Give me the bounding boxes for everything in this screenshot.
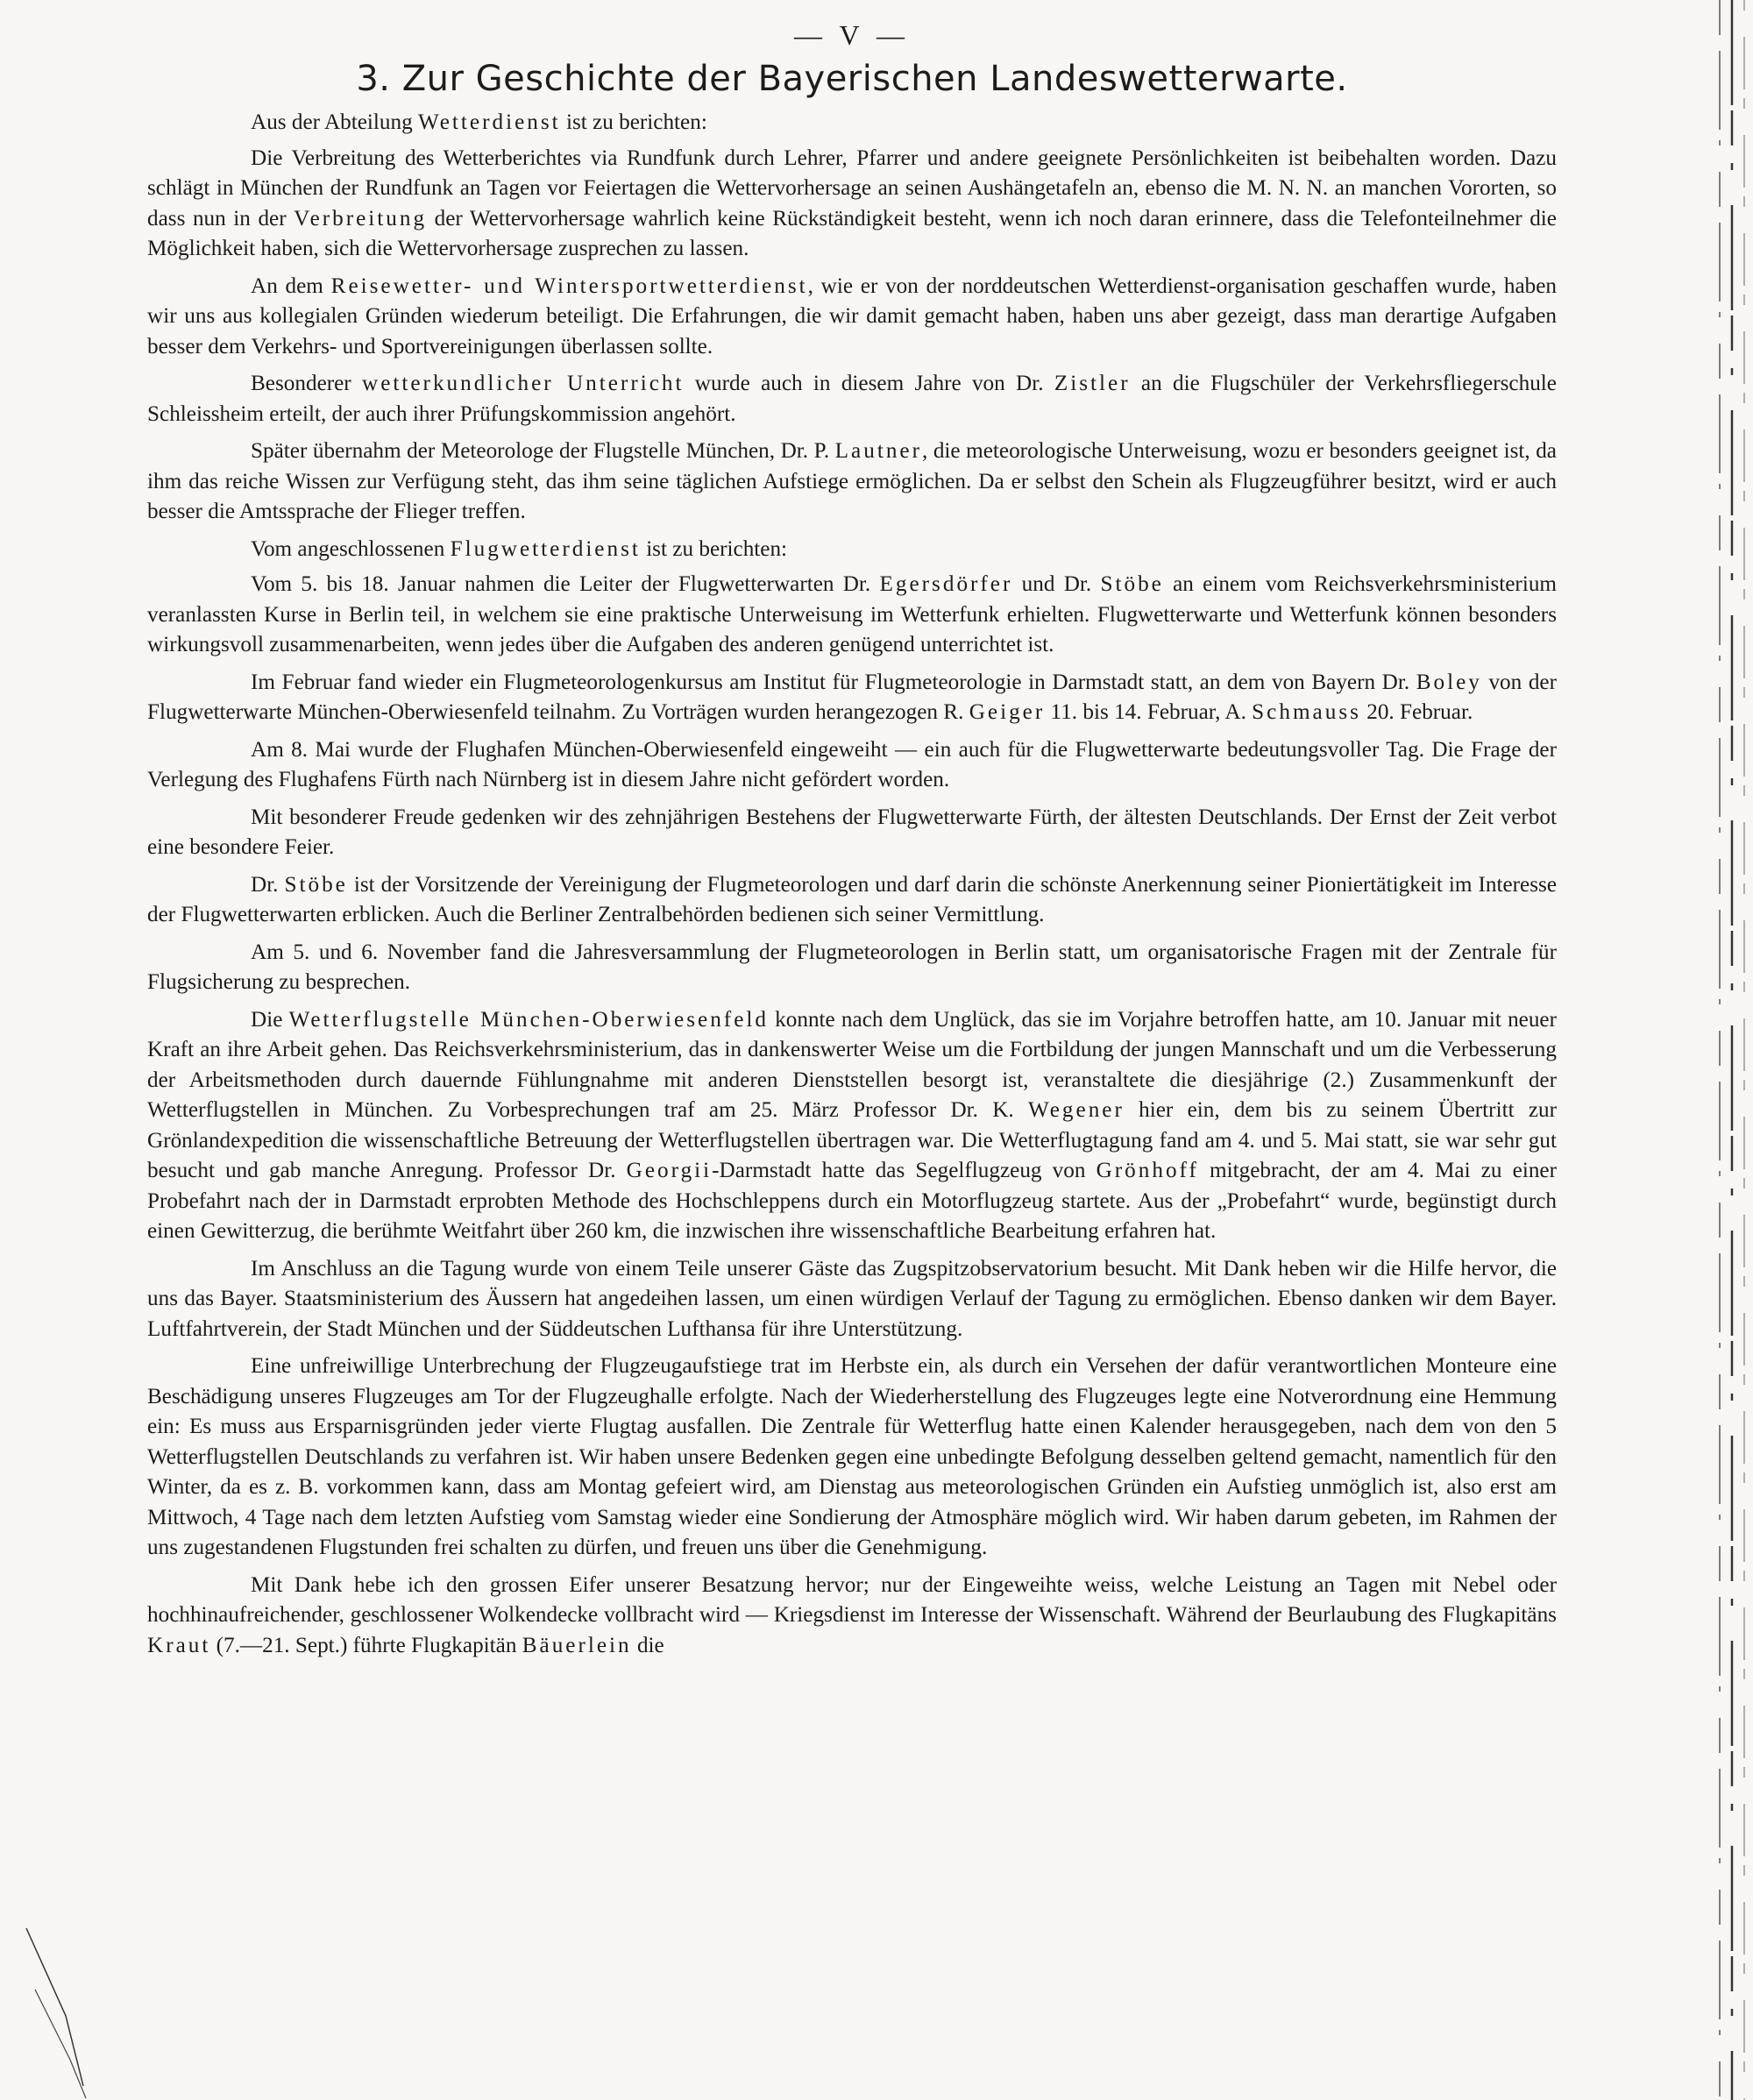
paragraph-text: die: [631, 1633, 664, 1657]
paragraph-text: 11. bis 14. Februar, A.: [1045, 700, 1253, 724]
paragraph: [147, 870, 1557, 931]
spaced-term: Lautner: [834, 439, 922, 463]
paragraph-text: Im Februar fand wieder ein Flugmeteorologenkursus am Institut für Flugmeteorologie in Darmstadt statt, an dem von Bayern Dr.: [251, 670, 1416, 694]
paragraph-text: Später übernahm der Meteorologe der Flugstelle München, Dr. P.: [251, 439, 835, 463]
paragraph: [147, 272, 1557, 363]
spaced-term: Stöbe: [1100, 572, 1164, 596]
paragraph-text: Vom angeschlossenen: [251, 536, 451, 561]
paragraph-text: Die: [251, 1007, 289, 1032]
spaced-term: Grönhoff: [1096, 1159, 1199, 1182]
spaced-term: Stöbe: [284, 872, 348, 897]
paragraph: [147, 668, 1557, 728]
paragraph-list: [147, 144, 1557, 1662]
paragraph: [147, 144, 1557, 265]
paragraph: [147, 938, 1557, 998]
paragraph-text: ist der Vorsitzende der Vereinigung der Flugmeteorologen und darf darin die schönste Anerkennung seiner Pioniertätigkeit im Interesse der Flugwetterwarten erblicken. Auch die Berliner Zentralbehörden bedienen sich seiner Vermittlung.: [147, 872, 1557, 926]
paragraph-text: , wie er von der norddeutschen Wetterdienst-organisation geschaffen wurde, haben wir uns aus kollegialen Gründen wiederum beteiligt. Die Erfahrungen, die wir damit gemacht haben, haben uns aber gezeigt, dass man derartige Aufgaben besser dem Verkehrs- und Sportvereinigungen überlassen sollte.: [147, 273, 1557, 358]
spaced-term: Wetterflugstelle München-Oberwiesenfeld: [288, 1007, 769, 1032]
paragraph-text: an die Flugschüler der Verkehrsfliegerschule Schleissheim erteilt, der auch ihrer Prüfungskommission angehört.: [147, 372, 1557, 426]
paragraph-text: Mit besonderer Freude gedenken wir des zehnjährigen Bestehens der Flugwetterwarte Fürth, der ältesten Deutschlands. Der Ernst der Zeit verbot eine besondere Feier.: [147, 805, 1557, 859]
spaced-term: Schmauss: [1252, 700, 1361, 724]
paragraph-text: mitgebracht, der am 4. Mai zu einer Probefahrt nach der in Darmstadt erprobten Methode des Hochschleppens durch ein Motorflugzeug startete. Aus der „Probefahrt“ wurde, begünstigt durch einen Gewitterzug, die berühmte Weitfahrt über 260 km, die inzwischen ihre wissenschaftliche Bearbeitung erfahren hat.: [147, 1159, 1557, 1243]
paragraph: [147, 570, 1557, 661]
document-body: [147, 108, 1557, 1661]
paragraph: [147, 369, 1557, 429]
paragraph-text: Besonderer: [251, 372, 363, 395]
spaced-term: Zistler: [1054, 372, 1131, 395]
spaced-term: wetterkundlicher Unterricht: [362, 372, 685, 395]
intro-line-flugwetterdienst: [147, 535, 1557, 565]
paragraph-text: (7.—21. Sept.) führte Flugkapitän: [210, 1633, 522, 1657]
paragraph-text: Mit Dank hebe ich den grossen Eifer unserer Besatzung hervor; nur der Eingeweihte weiss, welche Leistung an Tagen mit Nebel oder hochhinaufreichender, geschlossener Wolkendecke vollbracht wird — Kriegsdienst im Interesse der Wissenschaft. Während der Beurlaubung des Flugkapitäns: [147, 1572, 1557, 1627]
paragraph-text: wurde auch in diesem Jahre von Dr.: [684, 372, 1054, 395]
paragraph: [147, 735, 1557, 796]
spaced-term: Wetterdienst: [417, 110, 561, 134]
paragraph-text: Am 8. Mai wurde der Flughafen München-Oberwiesenfeld eingeweiht — ein auch für die Flugwetterwarte bedeutungsvoller Tag. Die Frage der Verlegung des Flughafens Fürth nach Nürnberg ist in diesem Jahre nicht gefördert worden.: [147, 737, 1557, 791]
paragraph-text: Am 5. und 6. November fand die Jahresversammlung der Flugmeteorologen in Berlin statt, um organisatorische Fragen mit der Zentrale für Flugsicherung zu besprechen.: [147, 940, 1557, 994]
section-heading: 3. Zur Geschichte der Bayerischen Landeswetterwarte.: [356, 59, 1348, 99]
scan-edge-marks: [1714, 0, 1753, 2100]
paragraph-text: , die meteorologische Unterweisung, wozu er besonders geeignet ist, da ihm das reiche Wissen zur Verfügung steht, das ihm seine täglichen Aufstiege ermöglichen. Da er selbst den Schein als Flugzeugführer besitzt, wird er auch besser die Amtssprache der Flieger treffen.: [147, 439, 1557, 523]
paragraph-text: Vom 5. bis 18. Januar nahmen die Leiter der Flugwetterwarten Dr.: [251, 572, 880, 596]
paragraph-text: und Dr.: [1012, 572, 1101, 596]
paragraph-text: an einem vom Reichsverkehrsministerium veranlassten Kurse in Berlin teil, in welchem sie eine praktische Unterweisung im Wetterfunk erhielten. Flugwetterwarte und Wetterfunk können besonders wirkungsvoll zusammenarbeiten, wenn jedes über die Aufgaben des anderen genügend unterrichtet ist.: [147, 572, 1558, 656]
spaced-term: Boley: [1416, 670, 1482, 694]
paragraph: [147, 1352, 1557, 1564]
paragraph: [147, 1571, 1557, 1662]
paragraph-text: von der Flugwetterwarte München-Oberwiesenfeld teilnahm. Zu Vorträgen wurden herangezogen R.: [147, 670, 1557, 724]
paragraph-text: Dr.: [251, 872, 285, 897]
intro-text: ist zu berichten:: [560, 110, 707, 134]
spaced-term: Kraut: [147, 1633, 211, 1657]
spaced-term: Verbreitung: [294, 206, 428, 231]
intro-text: Aus der Abteilung: [251, 110, 418, 134]
spaced-term: Flugwetterdienst: [450, 536, 641, 561]
paragraph-text: Im Anschluss an die Tagung wurde von einem Teile unserer Gäste das Zugspitzobservatorium besucht. Mit Dank heben wir die Hilfe hervor, die uns das Bayer. Staatsministerium des Äussern hat angedeihen lassen, um einen würdigen Verlauf der Tagung zu ermöglichen. Ebenso danken wir dem Bayer. Luftfahrtverein, der Stadt München und der Süddeutschen Lufthansa für ihre Unterstützung.: [147, 1256, 1557, 1341]
paragraph-text: Eine unfreiwillige Unterbrechung der Flugzeugaufstiege trat im Herbste ein, als durch ein Versehen der dafür verantwortlichen Monteure eine Beschädigung unseres Flugzeuges am Tor der Flugzeughalle erfolgte. Nach der Wiederherstellung des Flugzeuges legte eine Notverordnung eine Hemmung ein: Es muss aus Ersparnisgründen jeder vierte Flugtag ausfallen. Die Zentrale für Wetterflug hatte einen Kalender herausgegeben, nach dem von den 5 Wetterflugstellen Deutschlands zu verfahren ist. Wir haben unsere Bedenken gegen eine unbedingte Befolgung desselben geltend gemacht, namentlich für den Winter, da es z. B. vorkommen kann, dass am Montag gefeiert wird, am Dienstag aus meteorologischen Gründen ein Aufstieg unmöglich ist, also erst am Mittwoch, 4 Tage nach dem letzten Aufstieg vom Samstag wieder eine Sondierung der Atmosphäre möglich wird. Wir haben darum gebeten, im Rahmen der uns zugestandenen Flugstunden frei schalten zu dürfen, und freuen uns über die Genehmigung.: [147, 1354, 1557, 1559]
paragraph: [147, 436, 1557, 528]
spaced-term: Bäuerlein: [522, 1633, 632, 1657]
paragraph: [147, 803, 1557, 863]
paragraph-text: hier ein, dem bis zu seinem Übertritt zur Grönlandexpedition die wissenschaftliche Betreuung der Wetterflugstellen übertragen war. Die Wetterflugtagung fand am 4. und 5. Mai statt, sie war sehr gut besucht und gab manche Anregung. Professor Dr.: [147, 1098, 1557, 1182]
document-page: [147, 19, 1557, 2088]
spaced-term: Wegener: [1028, 1098, 1125, 1122]
paragraph-text: Die Verbreitung des Wetterberichtes via Rundfunk durch Lehrer, Pfarrer und andere geeignete Persönlichkeiten ist beibehalten worden. Dazu schlägt in München der Rundfunk an Tagen vor Feiertagen die Wettervorhersage an seinen Aushängetafeln an, ebenso die M. N. N. an manchen Vororten, so dass nun in der: [147, 145, 1557, 231]
spaced-term: Geiger: [969, 700, 1046, 724]
paragraph-text: An dem: [251, 273, 331, 298]
paragraph-text: ist zu berichten:: [640, 536, 788, 561]
margin-scratch-marks: [0, 1911, 105, 2100]
spaced-term: Reisewetter- und Wintersportwetterdienst: [330, 273, 808, 298]
page-number: — V —: [794, 19, 910, 51]
paragraph: [147, 1005, 1557, 1247]
paragraph-text: -Darmstadt hatte das Segelflugzeug von: [712, 1159, 1097, 1182]
paragraph-text: 20. Februar.: [1360, 700, 1473, 724]
intro-line-wetterdienst: [147, 108, 1557, 138]
spaced-term: Egersdörfer: [879, 572, 1013, 596]
paragraph-text: konnte nach dem Unglück, das sie im Vorjahre betroffen hatte, am 10. Januar mit neuer Kraft an ihre Arbeit gehen. Das Reichsverkehrsministerium, das in dankenswerter Weise um die Fortbildung der jungen Mannschaft und um die Verbesserung der Arbeitsmethoden durch dauernde Fühlungnahme mit anderen Dienststellen besorgt ist, veranstaltete die diesjährige (2.) Zusammenkunft der Wetterflugstellen in München. Zu Vorbesprechungen traf am 25. März Professor Dr. K.: [147, 1007, 1558, 1122]
paragraph: [147, 1254, 1557, 1345]
spaced-term: Georgii: [626, 1159, 713, 1182]
paragraph-text: der Wettervorhersage wahrlich keine Rückständigkeit besteht, wenn ich noch daran erinnere, dass die Telefonteilnehmer die Möglichkeit haben, sich die Wettervorhersage zusprechen zu lassen.: [147, 206, 1557, 260]
